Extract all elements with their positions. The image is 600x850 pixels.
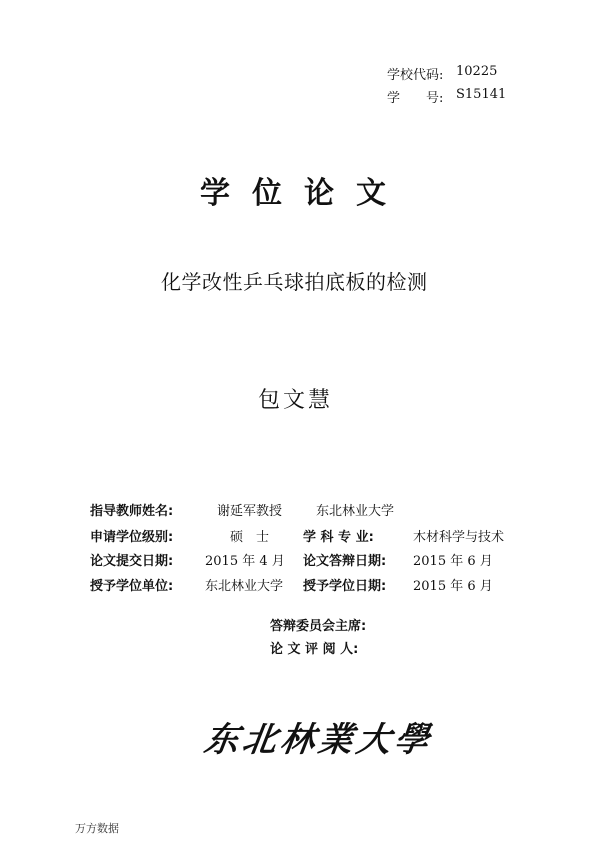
advisor-label: 指导教师姓名: bbox=[90, 504, 174, 519]
school-code-label: 学校代码: bbox=[387, 68, 444, 83]
defense-date-value: 2015 年 6 月 bbox=[413, 554, 493, 569]
major-value: 木材科学与技术 bbox=[413, 530, 505, 545]
grant-date-label: 授予学位日期: bbox=[303, 579, 387, 594]
author-name: 包文慧 bbox=[258, 388, 334, 413]
submit-date-value: 2015 年 4 月 bbox=[205, 554, 285, 569]
advisor-org: 东北林业大学 bbox=[316, 504, 395, 519]
grant-unit-label: 授予学位单位: bbox=[90, 579, 174, 594]
grant-unit-value: 东北林业大学 bbox=[205, 579, 284, 594]
defense-date-label: 论文答辩日期: bbox=[303, 554, 387, 569]
degree-level-label: 申请学位级别: bbox=[90, 530, 174, 545]
student-no-label: 学 号: bbox=[387, 91, 444, 106]
advisor-name: 谢延军教授 bbox=[217, 504, 283, 519]
footer-watermark: 万方数据 bbox=[75, 822, 119, 835]
degree-level-value: 硕 士 bbox=[230, 530, 270, 545]
thesis-reviewer-label: 论 文 评 阅 人: bbox=[270, 642, 359, 657]
submit-date-label: 论文提交日期: bbox=[90, 554, 174, 569]
school-code-value: 10225 bbox=[456, 64, 498, 79]
thesis-title: 化学改性乒乓球拍底板的检测 bbox=[161, 270, 428, 294]
major-label: 学 科 专 业: bbox=[303, 530, 374, 545]
degree-title: 学位论文 bbox=[200, 176, 408, 211]
student-no-value: S15141 bbox=[456, 87, 507, 102]
grant-date-value: 2015 年 6 月 bbox=[413, 579, 493, 594]
university-logo: 东北林業大學 bbox=[201, 720, 436, 760]
committee-chair-label: 答辩委员会主席: bbox=[270, 619, 367, 634]
